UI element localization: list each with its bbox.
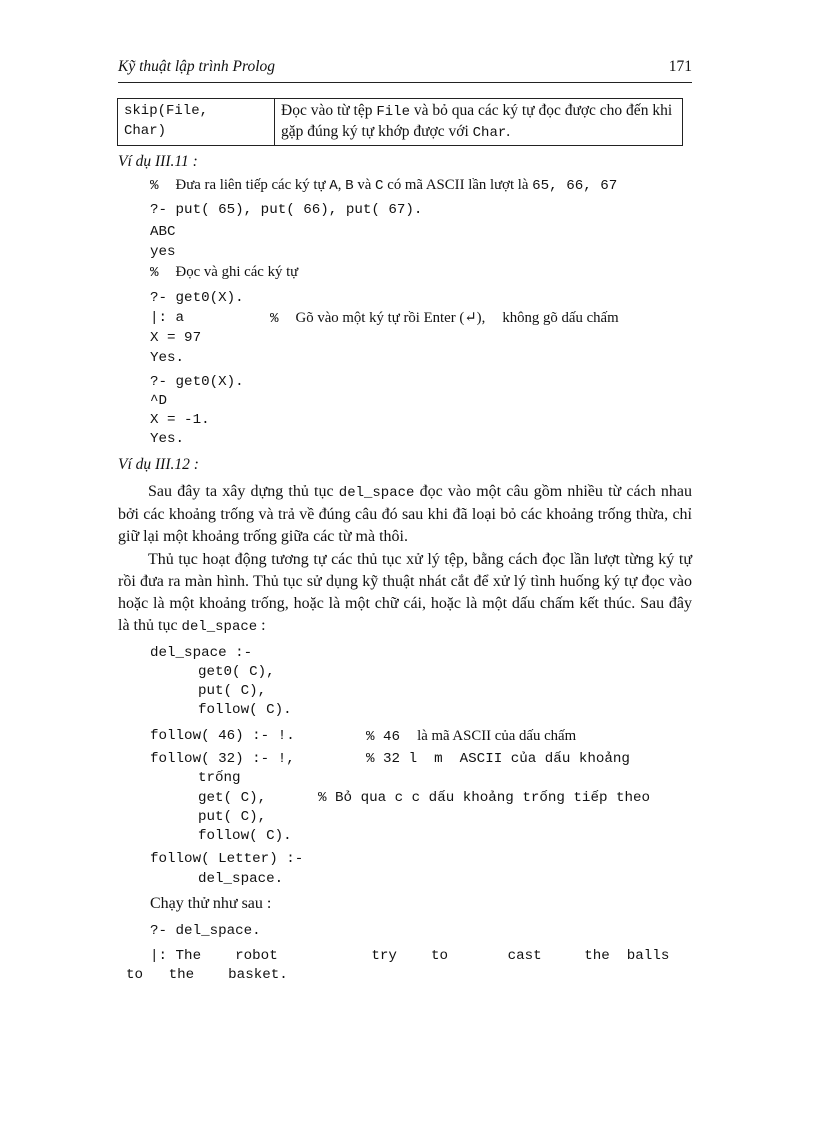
desc-text: Đọc vào từ tệp [281,102,377,119]
paragraph-text: Sau đây ta xây dựng thủ tục [148,483,339,500]
code-comment-line [270,310,619,327]
code-line: to the basket. [126,967,288,983]
run-label: Chạy thử như sau : [150,895,272,912]
header-rule [118,82,692,83]
comment-text: là mã ASCII của dấu chấm [417,728,577,744]
code-comment-line [150,264,298,281]
code-line: ^D [150,393,168,409]
code-line: X = 97 [150,330,202,346]
code-line: ?- get0(X). [150,290,244,306]
code-comment-line [366,728,576,745]
comment-text: Đọc và ghi các ký tự [175,264,299,280]
code-line: |: The robot try to cast the balls [150,948,670,964]
example-label: Ví dụ III.12 : [118,456,199,473]
code-line: follow( 32) :- !, [150,751,295,767]
inline-code: del_space [181,619,258,635]
example-label: Ví dụ III.11 : [118,153,198,170]
code-line: ABC [150,224,176,240]
running-header [118,58,692,80]
code-line: yes [150,244,176,260]
table-row [118,99,683,146]
code-line: put( C), [198,809,267,825]
page-number: 171 [668,58,692,75]
code-comment: trống [198,770,241,786]
code-line: Yes. [150,431,185,447]
predicate-description-cell [275,99,683,146]
inline-code: B [345,178,354,194]
comment-mark: % [150,265,159,281]
code-line: Yes. [150,350,185,366]
paragraph-text: : [257,617,266,634]
predicate-table [117,98,683,146]
desc-text: . [506,123,511,140]
desc-text: và bỏ qua các ký tự đọc được cho đến khi gặp đúng ký tự khớp được với [281,102,673,140]
code-comment: % 32 l m ASCII của dấu khoảng [366,751,630,767]
signature-line: Char) [124,123,167,139]
comment-text: Gõ vào một ký tự rồi Enter (↵), [295,310,486,326]
code-line: X = -1. [150,412,210,428]
comment-mark: % [150,178,159,194]
code-line: follow( 46) :- !. [150,728,295,744]
signature-line: skip(File, [124,103,209,119]
code-comment: % Bỏ qua c c dấu khoảng trống tiếp theo [318,790,651,806]
code-line: del_space :- [150,645,253,661]
code-line: get( C), [198,790,267,806]
code-line: get0( C), [198,664,275,680]
inline-code: C [375,178,384,194]
comment-mark: % 46 [366,729,401,745]
inline-code: A [329,178,338,194]
code-line: |: a [150,310,185,326]
comment-text: có mã ASCII lần lượt là [383,177,533,193]
comment-text: không gõ dấu chấm [502,310,619,326]
code-line: ?- put( 65), put( 66), put( 67). [150,202,423,218]
comment-text: và [353,177,376,193]
predicate-signature-cell [118,99,275,146]
desc-code: Char [472,125,507,141]
comment-text: Đưa ra liên tiếp các ký tự [175,177,330,193]
paragraph [118,549,692,638]
paragraph-text: Thủ tục hoạt động tương tự các thủ tục xử lý tệp, bằng cách đọc lần lượt từng ký tự rồi đưa ra màn hình. Thủ tục sử dụng kỹ thuật nhát cắt để xử lý tình huống ký tự đọc vào hoặc là một khoảng trống, hoặc là một chữ cái, hoặc là một dấu chấm kết thúc. Sau đây là thủ tục [118,551,692,634]
paragraph [118,481,692,548]
code-line: follow( C). [198,828,292,844]
inline-code: del_space [338,485,415,501]
code-line: follow( C). [198,702,292,718]
paragraph-text: đọc vào một câu gồm nhiều từ cách nhau bởi các khoảng trống và trả về đúng câu đó sau khi đã loại bỏ các khoảng trống thừa, chỉ giữ lại một khoảng trống giữa các từ mà thôi. [118,483,693,545]
code-line: ?- del_space. [150,923,261,939]
inline-code: 65, 66, 67 [532,178,618,194]
comment-mark: % [270,311,279,327]
comment-text: , [337,177,346,193]
code-line: put( C), [198,683,267,699]
code-line: del_space. [198,871,284,887]
book-title: Kỹ thuật lập trình Prolog [118,58,276,75]
code-line: follow( Letter) :- [150,851,304,867]
desc-code: File [376,104,410,120]
code-line: ?- get0(X). [150,374,244,390]
code-comment-line [150,177,617,194]
